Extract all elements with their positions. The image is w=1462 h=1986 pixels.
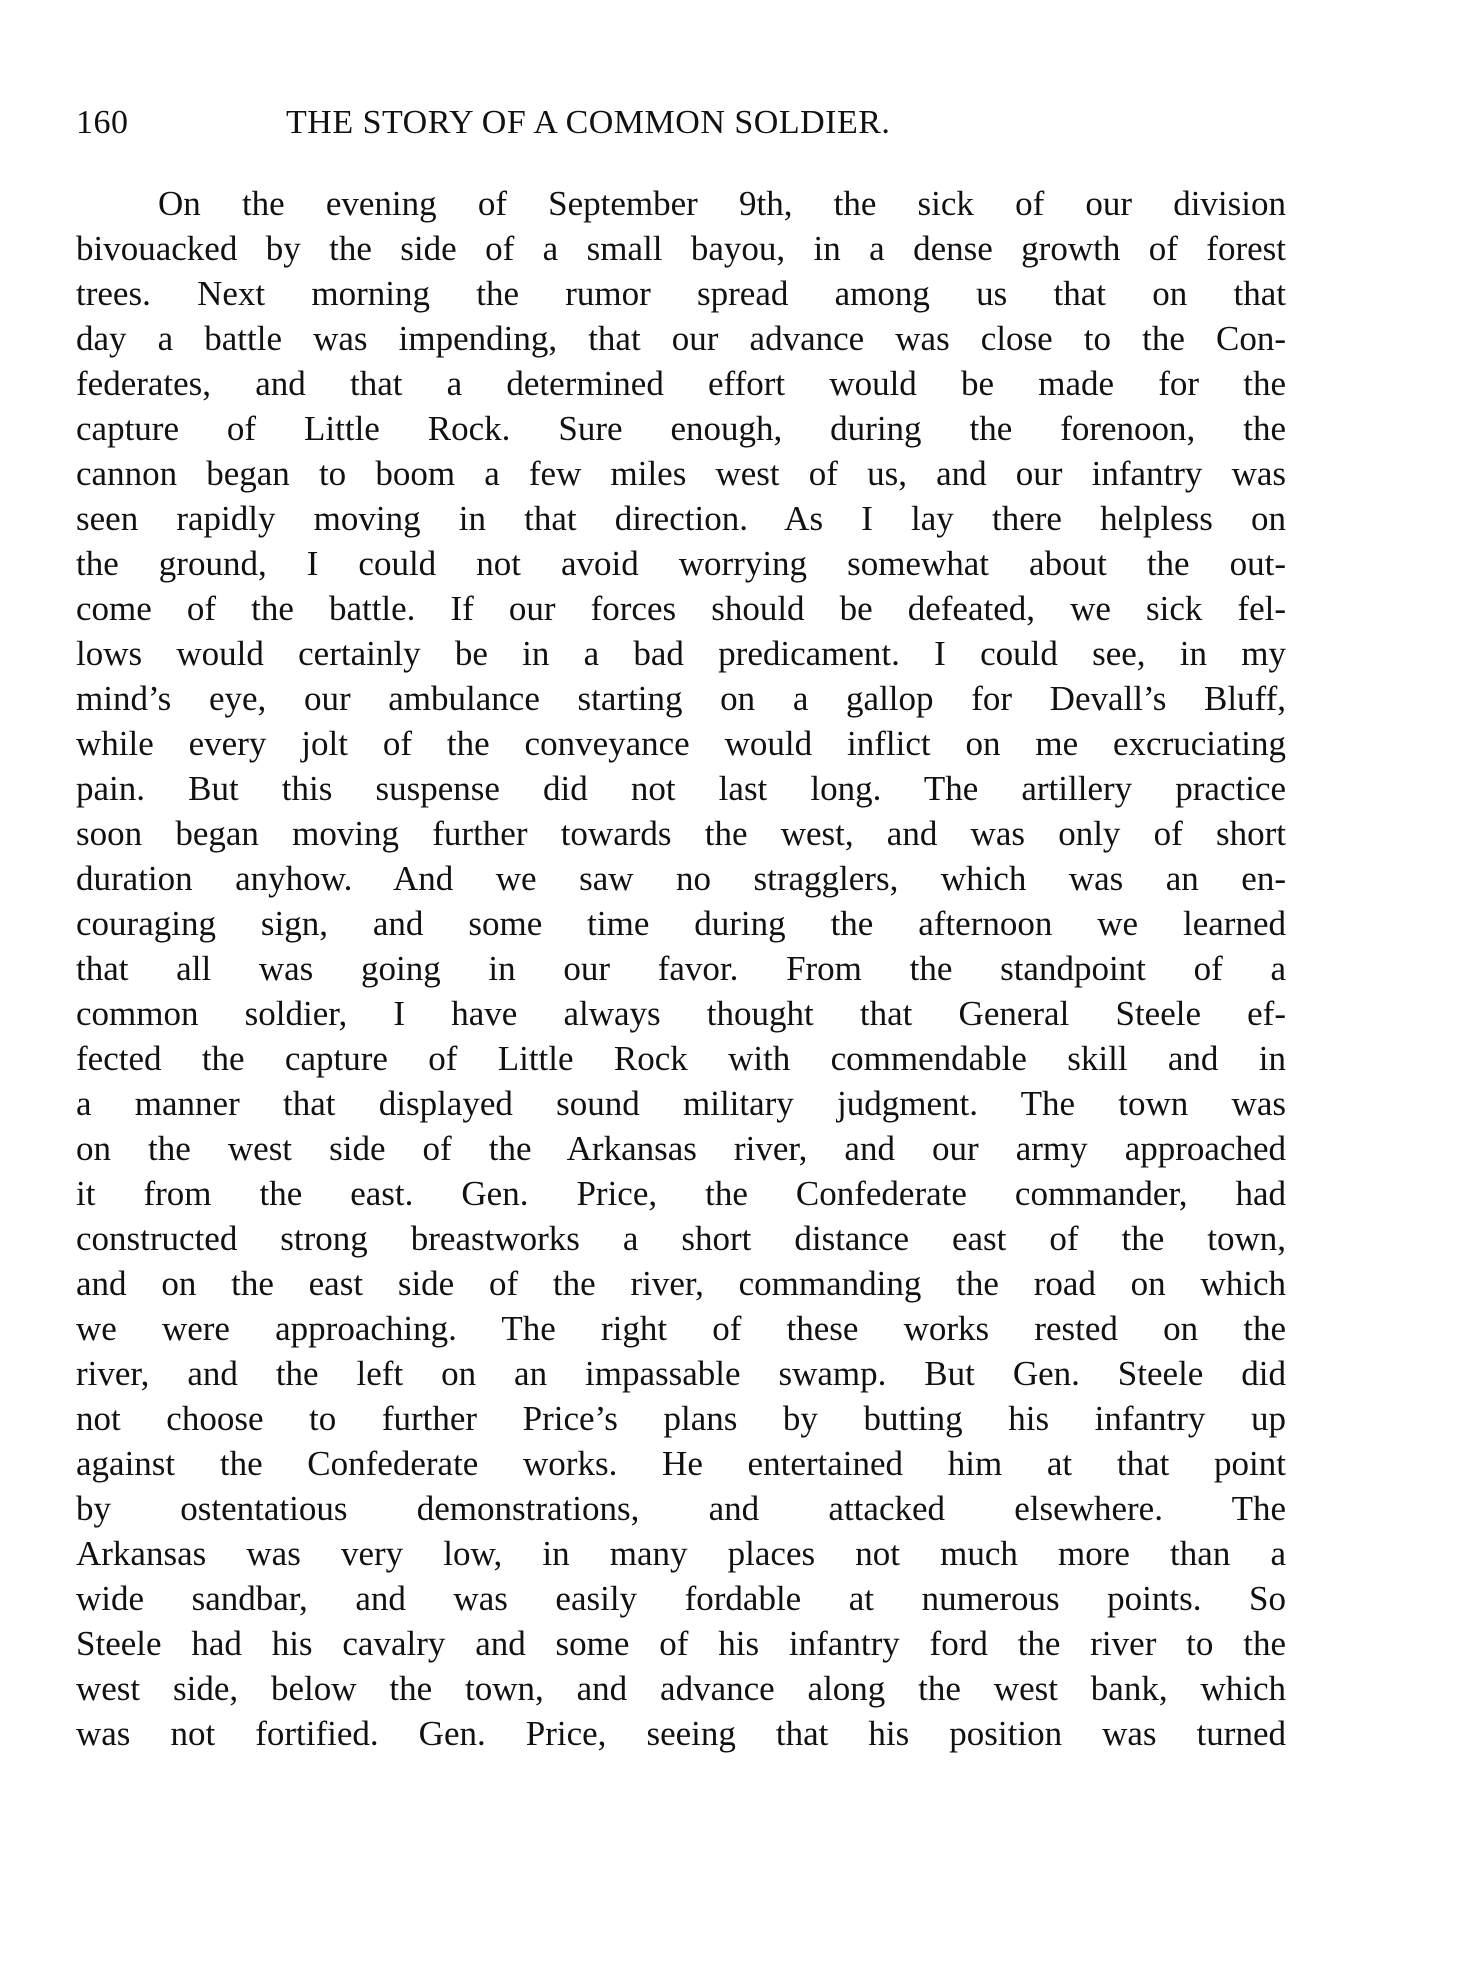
text-line: it from the east. Gen. Price, the Confederate commander, had xyxy=(76,1174,1286,1213)
text-line: was not fortified. Gen. Price, seeing that his position was turned xyxy=(76,1714,1286,1753)
text-line: on the west side of the Arkansas river, and our army approached xyxy=(76,1129,1286,1168)
text-line: constructed strong breastworks a short distance east of the town, xyxy=(76,1219,1286,1258)
text-line: duration anyhow. And we saw no stragglers, which was an en- xyxy=(76,859,1286,898)
text-line: Arkansas was very low, in many places not much more than a xyxy=(76,1534,1286,1573)
text-line: against the Confederate works. He entertained him at that point xyxy=(76,1444,1286,1483)
text-line: mind’s eye, our ambulance starting on a gallop for Devall’s Bluff, xyxy=(76,679,1286,718)
text-line: by ostentatious demonstrations, and attacked elsewhere. The xyxy=(76,1489,1286,1528)
text-line: capture of Little Rock. Sure enough, during the forenoon, the xyxy=(76,409,1286,448)
text-line: the ground, I could not avoid worrying somewhat about the out- xyxy=(76,544,1286,583)
text-line: a manner that displayed sound military judgment. The town was xyxy=(76,1084,1286,1123)
text-line: pain. But this suspense did not last long. The artillery practice xyxy=(76,769,1286,808)
page-number: 160 xyxy=(76,104,129,141)
text-line: come of the battle. If our forces should be defeated, we sick fel- xyxy=(76,589,1286,628)
text-line: and on the east side of the river, commanding the road on which xyxy=(76,1264,1286,1303)
text-line: seen rapidly moving in that direction. As I lay there helpless on xyxy=(76,499,1286,538)
body-text xyxy=(76,181,1286,1756)
text-line: bivouacked by the side of a small bayou, in a dense growth of forest xyxy=(76,229,1286,268)
text-line: federates, and that a determined effort would be made for the xyxy=(76,364,1286,403)
text-line: trees. Next morning the rumor spread among us that on that xyxy=(76,274,1286,313)
text-line: couraging sign, and some time during the afternoon we learned xyxy=(76,904,1286,943)
book-title: THE STORY OF A COMMON SOLDIER. xyxy=(286,104,891,141)
text-line: west side, below the town, and advance along the west bank, which xyxy=(76,1669,1286,1708)
text-line: we were approaching. The right of these works rested on the xyxy=(76,1309,1286,1348)
text-line: fected the capture of Little Rock with commendable skill and in xyxy=(76,1039,1286,1078)
text-line: lows would certainly be in a bad predicament. I could see, in my xyxy=(76,634,1286,673)
text-line: cannon began to boom a few miles west of us, and our infantry was xyxy=(76,454,1286,493)
text-line: not choose to further Price’s plans by butting his infantry up xyxy=(76,1399,1286,1438)
text-line: day a battle was impending, that our advance was close to the Con- xyxy=(76,319,1286,358)
text-line: while every jolt of the conveyance would inflict on me excruciating xyxy=(76,724,1286,763)
text-line: wide sandbar, and was easily fordable at numerous points. So xyxy=(76,1579,1286,1618)
text-line: common soldier, I have always thought that General Steele ef- xyxy=(76,994,1286,1033)
text-line: Steele had his cavalry and some of his infantry ford the river to the xyxy=(76,1624,1286,1663)
text-line: On the evening of September 9th, the sick of our division xyxy=(158,184,1286,223)
running-head xyxy=(76,104,1076,154)
text-line: that all was going in our favor. From the standpoint of a xyxy=(76,949,1286,988)
text-line: soon began moving further towards the west, and was only of short xyxy=(76,814,1286,853)
text-line: river, and the left on an impassable swamp. But Gen. Steele did xyxy=(76,1354,1286,1393)
